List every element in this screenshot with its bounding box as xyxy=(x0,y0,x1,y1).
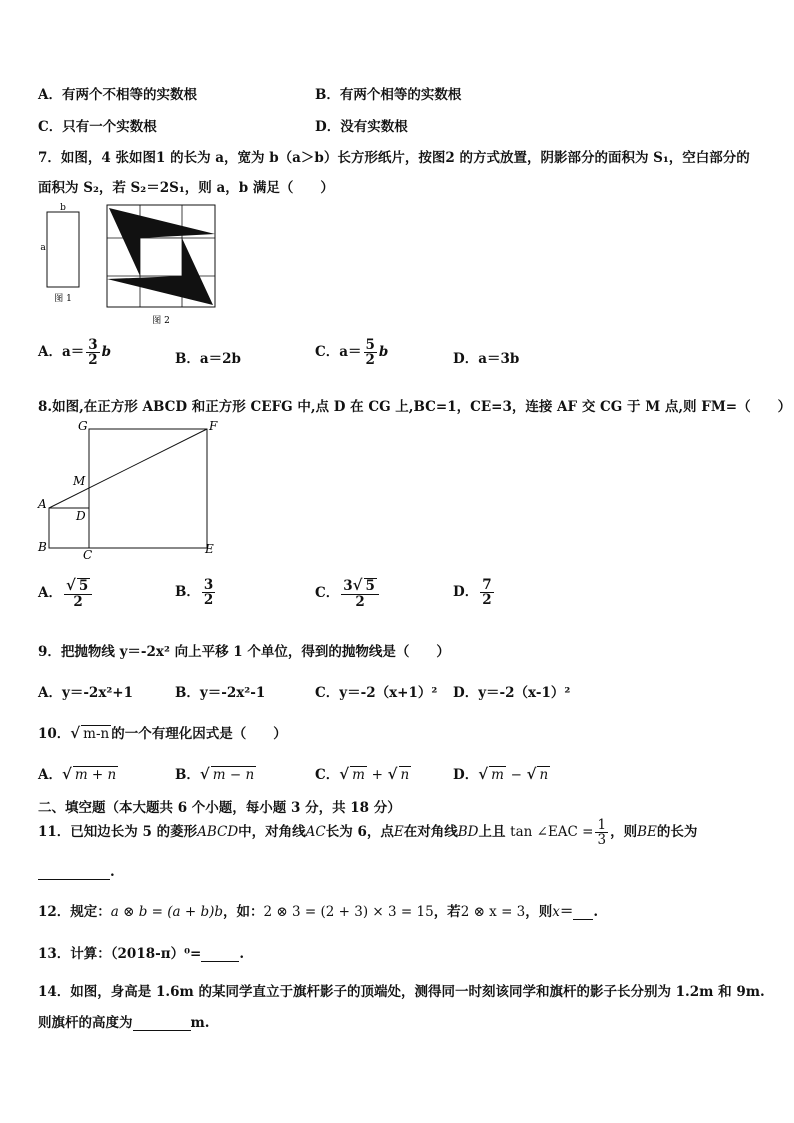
fig1-rectangle xyxy=(47,212,79,287)
q6-option-a: A．有两个不相等的实数根 xyxy=(38,87,197,103)
q10-option-b: B．√ m − n xyxy=(175,765,255,783)
q7-stem-line2: 面积为 S₂，若 S₂＝2S₁，则 a，b 满足（ ） xyxy=(38,180,334,196)
label-a: A xyxy=(38,497,47,511)
q6-option-c: C．只有一个实数根 xyxy=(38,119,157,135)
q7-option-a: A．a＝ $\frac{3}{2}$ b xyxy=(38,337,112,369)
q8-figure xyxy=(34,416,234,560)
q7-option-b: B．a＝2b xyxy=(175,351,241,367)
label-d: D xyxy=(76,509,86,523)
label-m: M xyxy=(73,474,86,488)
q8-option-a: A． $\frac{√ 5}{2}$ xyxy=(38,578,94,609)
q12-answer-blank[interactable] xyxy=(573,905,593,920)
q14-stem-line1: 14．如图，身高是 1.6m 的某同学直立于旗杆影子的顶端处，测得同一时刻该同学和旗杆的影子长分别为 1.2m 和 9m. xyxy=(38,984,765,1000)
label-b: B xyxy=(38,540,47,554)
fig2-caption: 图 2 xyxy=(152,316,170,326)
label-f: F xyxy=(209,419,218,433)
fig1-caption: 图 1 xyxy=(54,294,72,304)
q10-option-d: D．√ m − √ n xyxy=(453,765,549,783)
segment-af xyxy=(49,429,207,508)
q13-answer-blank[interactable] xyxy=(201,947,239,962)
q6-option-d: D．没有实数根 xyxy=(315,119,408,135)
square-cefg xyxy=(89,429,207,548)
label-c: C xyxy=(83,548,93,560)
q8-option-d: D． $\frac{7}{2}$ xyxy=(453,577,492,609)
q9-option-d: D．y＝-2（x-1）² xyxy=(453,685,571,701)
q9-stem: 9．把抛物线 y＝-2x² 向上平移 1 个单位，得到的抛物线是（ ） xyxy=(38,644,450,660)
q13-stem: 13．计算：（2018-π）⁰= . xyxy=(38,946,245,962)
q9-option-a: A．y＝-2x²+1 xyxy=(38,685,133,701)
section-heading: 二、填空题（本大题共 6 个小题，每小题 3 分，共 18 分） xyxy=(38,800,401,816)
q8-stem: 8.如图,在正方形 ABCD 和正方形 CEFG 中,点 D 在 CG 上,BC=1，CE=3，连接 AF 交 CG 于 M 点,则 FM=（ ） xyxy=(38,399,792,415)
fig2-inner-square xyxy=(140,238,182,276)
q14-stem-line2: 则旗杆的高度为 m. xyxy=(38,1015,210,1031)
q10-option-a: A．√ m + n xyxy=(38,765,117,783)
q7-stem-line1: 7．如图，4 张如图1 的长为 a，宽为 b（a＞b）长方形纸片，按图2 的方式放置，阴影部分的面积为 S₁，空白部分的 xyxy=(38,150,750,166)
fig1-label-b: b xyxy=(60,203,66,213)
q9-option-c: C．y＝-2（x+1）² xyxy=(315,685,438,701)
q14-answer-blank[interactable] xyxy=(133,1016,191,1031)
q8-option-b: B． $\frac{3}{2}$ xyxy=(175,577,214,609)
q12-stem: 12．规定：a ⊗ b = (a + b)b，如：2 ⊗ 3 = (2 + 3) × 3 = 15，若2 ⊗ x = 3，则x＝ . xyxy=(38,904,599,920)
q9-option-b: B．y＝-2x²-1 xyxy=(175,685,266,701)
q8-option-c: C． $\frac{3√ 5}{2}$ xyxy=(315,578,381,609)
q7-option-d: D．a＝3b xyxy=(453,351,520,367)
q11-answer-line: . xyxy=(38,864,115,880)
q10-stem: 10．√ m-n 的一个有理化因式是（ ） xyxy=(38,724,287,742)
q10-option-c: C．√ m + √ n xyxy=(315,765,410,783)
q11-answer-blank[interactable] xyxy=(38,865,110,880)
q7-option-c: C．a＝ $\frac{5}{2}$ b xyxy=(315,337,389,369)
fig1-label-a: a xyxy=(40,243,46,253)
q11-stem: 11．已知边长为 5 的菱形ABCD中，对角线AC长为 6，点E在对角线BD上且 tan ∠EAC = $\frac{1}{3}$ ，则BE的长为 xyxy=(38,817,698,849)
label-g: G xyxy=(78,419,88,433)
label-e: E xyxy=(205,542,214,556)
q6-option-b: B．有两个相等的实数根 xyxy=(315,87,462,103)
q7-figures xyxy=(36,200,226,328)
